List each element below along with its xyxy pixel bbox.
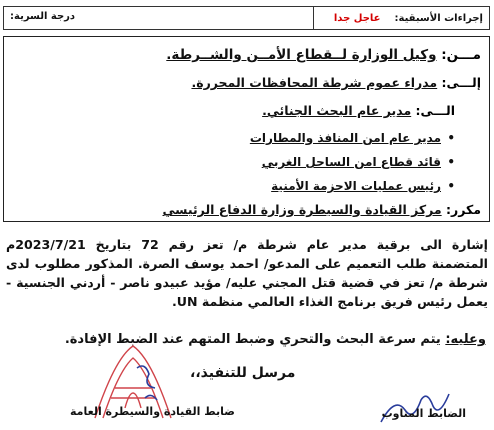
directive-text: يتم سرعة البحث والتحري وضبط المتهم عند الضبط الإفادة. (64, 332, 441, 347)
from-value: وكيل الوزارة لــقطاع الأمــن والشــرطة. (166, 47, 437, 63)
cc-item-1: • مدير عام امن المنافذ والمطارات (250, 131, 441, 145)
body-paragraph (6, 235, 488, 311)
directive-label: وعليه: (445, 332, 486, 347)
paragraph-end: . (171, 294, 177, 309)
to-line (191, 75, 481, 90)
to-value: مدراء عموم شرطة المحافظات المحررة. (191, 75, 438, 90)
to2-label: الـــى: (415, 103, 455, 118)
cc-item-3: • رئيس عمليات الاحزمة الأمنية (271, 179, 441, 193)
repeat-value: مركز القيادة والسيطرة وزارة الدفاع الرئيسي (162, 202, 442, 217)
cc-item-2: • قائد قطاع امن الساحل الغربي (262, 155, 441, 169)
addressing-box (3, 36, 490, 222)
to2-line (262, 103, 455, 118)
repeat-line (163, 202, 482, 217)
closing-text: مرسل للتنفيذ،، (190, 365, 296, 381)
secrecy-label: درجة السرية: (10, 11, 76, 22)
priority-bar (3, 6, 490, 30)
from-line (166, 47, 481, 63)
paragraph-date: 2023/7/21 (15, 237, 86, 252)
signature-left: ضابط القيادة والسيطرة العامة (70, 405, 235, 418)
to2-value: مدير عام البحث الجنائي. (262, 103, 412, 118)
paragraph-rest: م المتضمنة طلب التعميم على المدعو/ احمد يوسف الصرة. المذكور مطلوب لدى شرطة م/ تعز في قضية قتل المجني عليه/ مؤيد عبيدو ناصر - أردني الجنسية - يعمل رئيس فريق برنامج الغذاء العالمي منظمة (6, 237, 488, 309)
procedures-label: إجراءات الأسبقية: (394, 12, 483, 24)
urgency-value: عاجل جدا (333, 12, 381, 24)
repeat-label: مكرر: (446, 202, 481, 217)
paragraph-un: UN (176, 294, 198, 309)
procedures-box (313, 7, 489, 29)
paragraph-start: إشارة الى برقية مدير عام شرطة م/ تعز رقم 72 بتاريخ (85, 237, 488, 252)
to-label: إلـــى: (441, 75, 481, 90)
from-label: مـــن: (441, 47, 481, 63)
signature-right: الضابط المناوب (381, 407, 466, 420)
